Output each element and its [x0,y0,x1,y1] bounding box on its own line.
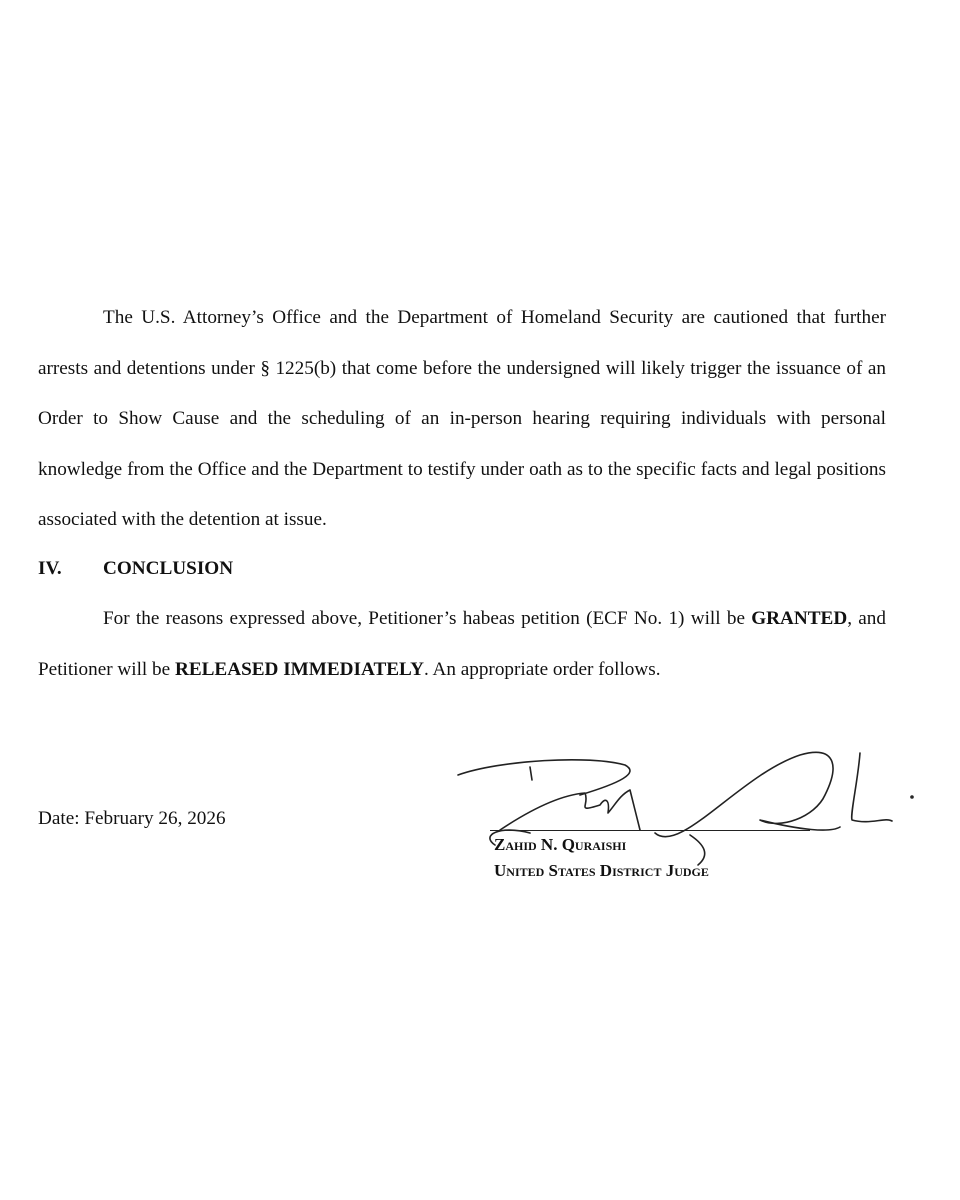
section-title: CONCLUSION [103,558,234,579]
date-line: Date: February 26, 2026 [38,808,226,829]
section-number: IV. [38,558,62,579]
conclusion-paragraph [38,594,886,695]
judge-title: United States District Judge [494,861,709,880]
conclusion-text-1: For the reasons expressed above, Petitioner’s habeas petition (ECF No. 1) will be [103,608,752,629]
conclusion-text-3: . An appropriate order follows. [423,658,661,680]
released-text: RELEASED IMMEDIATELY [174,658,424,680]
judge-name: Zahid N. Quraishi [494,835,627,854]
conclusion-text-2: , and Petitioner will be [38,608,886,680]
signature-block [494,832,709,884]
granted-text: GRANTED [751,608,848,629]
caution-paragraph: The U.S. Attorney’s Office and the Department of Homeland Security are cautioned that further arrests and detentions under § 1225(b) that come before the undersigned will likely trigger the issuance of an Order to Show Cause and the scheduling of an in-person hearing requiring individuals with personal knowledge from the Office and the Department to testify under oath as to the specific facts and legal positions associated with the detention at issue. [38,307,886,530]
section-heading [38,544,233,595]
